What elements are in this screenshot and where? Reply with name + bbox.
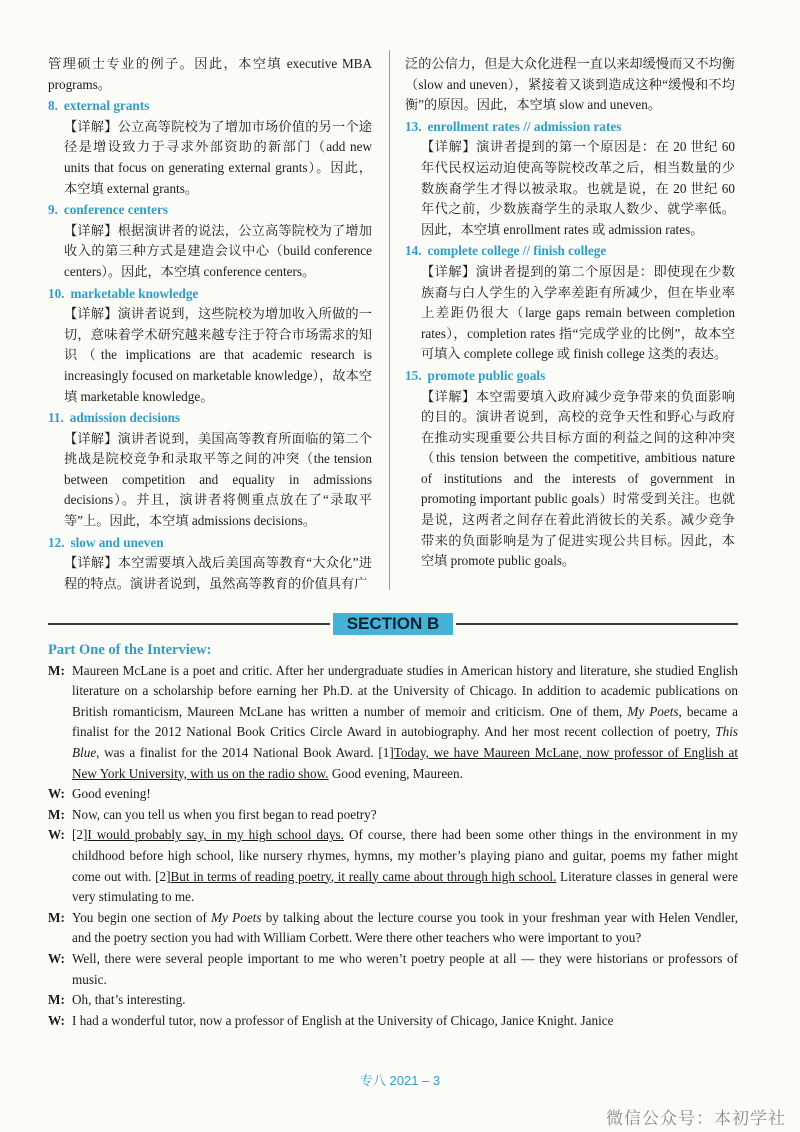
utterance-text: Well, there were several people important to me who weren’t poetry people at all — they were historians or professors of music. [72, 950, 738, 987]
dialogue-turn [48, 1011, 738, 1032]
answer-number: 11. [48, 410, 64, 426]
answer-item [48, 284, 372, 408]
left-column [48, 54, 372, 594]
answer-explanation: 【详解】演讲者提到的第二个原因是：即使现在少数族裔与白人学生的入学率差距有所减少，但在毕业率上差距仍很大（large gaps remain between completion rates），completion rates 指“完成学业的比例”，故本空可填入 complete college 或 finish college 这类的表达。 [421, 263, 735, 362]
book-title: This Blue [72, 724, 738, 760]
interview-transcript [48, 640, 738, 1031]
dialogue-turn [48, 990, 738, 1011]
utterance-text: , became a finalist for the 2012 National Book Critics Circle Award in autobiography. And her most recent collection of poetry, [72, 703, 738, 740]
utterance-text: Now, can you tell us when you first began to read poetry? [72, 806, 377, 822]
utterance [72, 908, 738, 949]
utterance-text: , was a finalist for the 2014 National Book Award. [1] [96, 744, 394, 760]
answer-cue-underlined: I would probably say, in my high school days. [87, 827, 344, 843]
answer-text: promote public goals [427, 367, 546, 383]
utterance-text: Oh, that’s interesting. [72, 992, 186, 1008]
answer-item [405, 117, 735, 241]
utterance-text: I had a wonderful tutor, now a professor of English at the University of Chicago, Janice Knight. Janice [72, 1012, 614, 1028]
answer-text: external grants [63, 98, 150, 114]
speaker-label: M: [48, 662, 65, 678]
section-rule-left [48, 623, 330, 625]
dialogue-turn [48, 784, 738, 805]
answer-heading [48, 96, 372, 117]
speaker-label: W: [48, 1012, 65, 1028]
answer-item [405, 241, 735, 365]
answer-number: 9. [48, 202, 58, 218]
answer-explanation: 【详解】演讲者说到，这些院校为增加收入所做的一切，意味着学术研究越来越专注于符合市场需求的知识（the implications are that academic research is increasingly focused on marketable knowledge），故本空填 marketable knowledge。 [64, 306, 372, 404]
utterance-text: Literature classes in general were very stimulating to me. [72, 868, 738, 905]
answer-cue-underlined: Today, we have Maureen McLane, now professor of English at New York University, with us on the radio show. [72, 744, 738, 781]
answer-text: enrollment rates // admission rates [427, 118, 622, 134]
utterance [72, 661, 738, 785]
answer-text: conference centers [63, 202, 168, 218]
utterance [72, 784, 738, 805]
answer-explanation: 【详解】公立高等院校为了增加市场价值的另一个途径是增设致力于寻求外部资助的新部门（add new units that focus on generating external grants）。因此，本空填 external grants。 [64, 118, 372, 196]
utterance [72, 990, 738, 1011]
utterance-text: Maureen McLane is a poet and critic. After her undergraduate studies in American history and literature, she studied English literature on a scholarship before earning her Ph.D. at the University of Chicago. In addition to academic publications on British romanticism, Maureen McLane has written a number of memoir and criticism. One of them, [72, 662, 738, 719]
speaker-label: M: [48, 909, 65, 925]
answer-explanation: 【详解】演讲者说到，美国高等教育所面临的第二个挑战是院校竞争和录取平等之间的冲突（the tension between competition and equality in admissions decisions）。并且，演讲者将侧重点放在了“录取平等”上。因此，本空填 admissions decisions。 [64, 430, 372, 529]
utterance-text: Good evening, Maureen. [328, 765, 463, 781]
speaker-label: W: [48, 827, 65, 843]
column-divider [389, 50, 390, 590]
answer-heading [48, 533, 372, 554]
speaker-label: W: [48, 950, 65, 966]
dialogue-turn [48, 805, 738, 826]
left-lead-text: 管理硕士专业的例子。因此，本空填 executive MBA programs。 [48, 56, 372, 92]
answer-number: 10. [48, 285, 65, 301]
answer-explanation: 【详解】演讲者提到的第一个原因是：在 20 世纪 60 年代民权运动迫使高等院校改革之后，相当数量的少数族裔学生才得以被录取。也就是说，在 20 世纪 60 年代之前，少数族裔学生的录取人数少、就学率低。因此，本空填 enrollment rates 或 admission rates。 [421, 139, 735, 237]
answer-cue-underlined: But in terms of reading poetry, it really came about through high school. [170, 868, 557, 884]
answer-item [48, 96, 372, 199]
utterance [72, 949, 738, 990]
answer-text: slow and uneven [70, 534, 164, 550]
book-title: My Poets [211, 909, 262, 925]
utterance-text: You begin one section of [72, 909, 212, 925]
answer-heading [48, 284, 372, 305]
answer-heading [405, 366, 735, 387]
dialogue-turn [48, 908, 738, 949]
speaker-label: M: [48, 992, 65, 1008]
answer-item [48, 533, 372, 595]
dialogue-turn [48, 661, 738, 785]
answer-item [48, 408, 372, 532]
section-header [48, 613, 738, 635]
answer-text: marketable knowledge [70, 285, 199, 301]
answer-heading [48, 200, 372, 221]
page-footer: 专八 2021 – 3 [359, 1073, 441, 1088]
book-title: My Poets [627, 703, 679, 719]
utterance-text: Of course, there had been some other things in the environment in my childhood before high school, like nursery rhymes, hymns, my mother’s playing piano and guitar, poems my father might come out with. [2] [72, 827, 738, 884]
answer-number: 12. [48, 534, 65, 550]
answer-number: 13. [405, 118, 422, 134]
answer-item [48, 200, 372, 282]
right-lead-text: 泛的公信力，但是大众化进程一直以来却缓慢而又不均衡（slow and uneven），紧接着又谈到造成这种“缓慢和不均衡”的原因。因此，本空填 slow and uneven。 [405, 56, 735, 113]
section-rule-right [456, 623, 738, 625]
answer-text: admission decisions [69, 410, 181, 426]
dialogue-turn [48, 825, 738, 907]
answer-explanation: 【详解】根据演讲者的说法，公立高等院校为了增加收入的第三种方式是建造会议中心（build conference centers）。因此，本空填 conference centers。 [64, 222, 372, 279]
utterance-text: [2] [72, 827, 88, 843]
answer-heading [48, 408, 372, 429]
speaker-label: M: [48, 806, 65, 822]
answer-text: complete college // finish college [427, 243, 607, 259]
answer-number: 15. [405, 367, 422, 383]
utterance-text: by talking about the lecture course you took in your freshman year with Helen Vendler, and the poetry section you had with William Corbett. Were there other teachers who were important to you? [72, 909, 739, 946]
answer-explanation: 【详解】本空需要填入战后美国高等教育“大众化”进程的特点。演讲者说到，虽然高等教育的价值具有广 [64, 555, 372, 591]
answer-explanation: 【详解】本空需要填入政府减少竞争带来的负面影响的目的。演讲者说到，高校的竞争天性和野心与政府在推动实现重要公共目标方面的利益之间的这种冲突（this tension between the competitive, ambitious nature of institutions and the interests of government in promoting important public goals）时常受到关注。也就是说，这两者之间存在着此消彼长的关系。减少竞争带来的负面影响是为了促进实现公共目标。因此，本空填 promote public goals。 [421, 388, 735, 569]
speaker-label: W: [48, 786, 65, 802]
watermark-text: 微信公众号：本初学社 [606, 1109, 786, 1129]
utterance [72, 1011, 738, 1032]
utterance-text: Good evening! [72, 786, 151, 802]
section-badge: SECTION B [333, 613, 453, 635]
right-column [405, 54, 735, 572]
answer-heading [405, 241, 735, 262]
answer-item [405, 366, 735, 572]
answer-heading [405, 117, 735, 138]
part-title: Part One of the Interview: [48, 642, 212, 658]
utterance [72, 805, 738, 826]
dialogue-turn [48, 949, 738, 990]
answer-number: 8. [48, 98, 58, 114]
answer-number: 14. [405, 243, 422, 259]
utterance [72, 825, 738, 907]
